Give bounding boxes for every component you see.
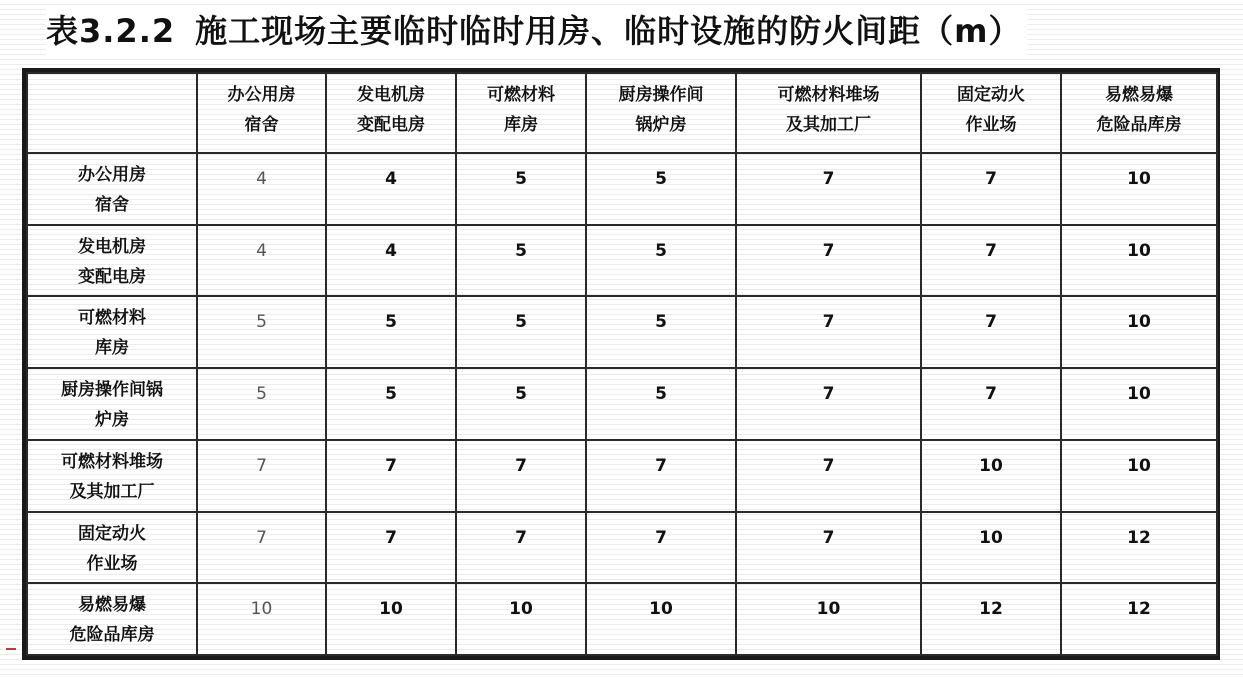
table-row bbox=[27, 296, 1217, 368]
column-header bbox=[1061, 73, 1217, 153]
fire-spacing-table-frame bbox=[22, 68, 1220, 660]
row-header-line: 可燃材料堆场 bbox=[61, 451, 163, 472]
column-header bbox=[456, 73, 586, 153]
column-header-line: 宿舍 bbox=[244, 115, 279, 135]
row-header-line: 变配电房 bbox=[78, 266, 146, 287]
column-header-line: 厨房操作间 bbox=[618, 85, 704, 105]
row-header bbox=[27, 583, 197, 655]
distance-cell: 7 bbox=[326, 512, 456, 584]
slide-marker bbox=[6, 648, 16, 650]
distance-cell: 5 bbox=[326, 296, 456, 368]
distance-cell: 7 bbox=[736, 153, 921, 225]
row-header-line: 可燃材料 bbox=[78, 308, 146, 329]
row-header bbox=[27, 296, 197, 368]
distance-cell: 5 bbox=[586, 153, 736, 225]
row-header bbox=[27, 440, 197, 512]
distance-cell: 12 bbox=[921, 583, 1061, 655]
distance-cell: 12 bbox=[1061, 512, 1217, 584]
column-header bbox=[921, 73, 1061, 153]
column-header-line: 锅炉房 bbox=[635, 115, 687, 135]
column-header-line: 办公用房 bbox=[227, 85, 296, 105]
table-body bbox=[27, 153, 1217, 655]
column-header bbox=[326, 73, 456, 153]
column-header-line: 可燃材料堆场 bbox=[777, 85, 880, 105]
distance-cell: 10 bbox=[921, 440, 1061, 512]
distance-cell: 5 bbox=[456, 296, 586, 368]
column-header-line: 变配电房 bbox=[357, 115, 425, 135]
distance-cell: 7 bbox=[921, 296, 1061, 368]
distance-cell: 7 bbox=[586, 440, 736, 512]
column-header-line: 及其加工厂 bbox=[786, 115, 871, 135]
distance-cell: 10 bbox=[1061, 440, 1217, 512]
distance-cell: 7 bbox=[736, 440, 921, 512]
distance-cell: 4 bbox=[326, 225, 456, 297]
table-row bbox=[27, 440, 1217, 512]
table-title bbox=[46, 6, 1027, 56]
distance-cell: 4 bbox=[197, 225, 326, 297]
distance-cell: 7 bbox=[921, 225, 1061, 297]
fire-spacing-table bbox=[26, 72, 1218, 656]
row-header-line: 作业场 bbox=[86, 553, 138, 574]
distance-cell: 7 bbox=[197, 512, 326, 584]
table-number: 表3.2.2 bbox=[46, 12, 176, 50]
distance-cell: 7 bbox=[456, 512, 586, 584]
distance-cell: 10 bbox=[736, 583, 921, 655]
row-header-line: 宿舍 bbox=[95, 195, 129, 215]
distance-cell: 7 bbox=[921, 368, 1061, 440]
distance-cell: 5 bbox=[586, 368, 736, 440]
table-row bbox=[27, 583, 1217, 655]
distance-cell: 7 bbox=[197, 440, 326, 512]
distance-cell: 4 bbox=[197, 153, 326, 225]
row-header-line: 炉房 bbox=[95, 410, 129, 431]
distance-cell: 7 bbox=[921, 153, 1061, 225]
table-row bbox=[27, 368, 1217, 440]
distance-cell: 10 bbox=[586, 583, 736, 655]
column-header-line: 发电机房 bbox=[357, 85, 425, 105]
distance-cell: 10 bbox=[1061, 153, 1217, 225]
table-row bbox=[27, 512, 1217, 584]
distance-cell: 7 bbox=[736, 512, 921, 584]
distance-cell: 7 bbox=[586, 512, 736, 584]
distance-cell: 10 bbox=[1061, 368, 1217, 440]
column-header bbox=[736, 73, 921, 153]
column-header-line: 库房 bbox=[504, 115, 538, 135]
distance-cell: 10 bbox=[456, 583, 586, 655]
row-header bbox=[27, 512, 197, 584]
distance-cell: 5 bbox=[456, 368, 586, 440]
column-header-line: 固定动火 bbox=[957, 85, 1025, 105]
distance-cell: 5 bbox=[326, 368, 456, 440]
row-header bbox=[27, 225, 197, 297]
row-header-line: 危险品库房 bbox=[69, 625, 155, 646]
row-header-line: 发电机房 bbox=[78, 236, 146, 257]
distance-cell: 10 bbox=[921, 512, 1061, 584]
table-caption: 施工现场主要临时临时用房、临时设施的防火间距（m） bbox=[195, 12, 1022, 50]
distance-cell: 12 bbox=[1061, 583, 1217, 655]
column-header-line: 作业场 bbox=[965, 115, 1017, 135]
row-header-line: 固定动火 bbox=[78, 523, 146, 544]
distance-cell: 5 bbox=[456, 153, 586, 225]
row-header bbox=[27, 368, 197, 440]
distance-cell: 5 bbox=[586, 225, 736, 297]
row-header-line: 易燃易爆 bbox=[78, 595, 146, 616]
column-header-line: 可燃材料 bbox=[487, 85, 555, 105]
distance-cell: 10 bbox=[326, 583, 456, 655]
row-header-line: 库房 bbox=[95, 338, 129, 359]
distance-cell: 7 bbox=[736, 225, 921, 297]
corner-cell bbox=[27, 73, 197, 153]
distance-cell: 7 bbox=[736, 296, 921, 368]
row-header-line: 厨房操作间锅 bbox=[61, 380, 163, 401]
table-row bbox=[27, 153, 1217, 225]
column-header bbox=[197, 73, 326, 153]
distance-cell: 5 bbox=[456, 225, 586, 297]
distance-cell: 5 bbox=[586, 296, 736, 368]
distance-cell: 4 bbox=[326, 153, 456, 225]
distance-cell: 7 bbox=[456, 440, 586, 512]
column-header-line: 易燃易爆 bbox=[1105, 85, 1173, 105]
row-header-line: 办公用房 bbox=[78, 165, 146, 185]
distance-cell: 5 bbox=[197, 368, 326, 440]
distance-cell: 10 bbox=[1061, 225, 1217, 297]
column-header-line: 危险品库房 bbox=[1096, 115, 1182, 135]
distance-cell: 10 bbox=[1061, 296, 1217, 368]
distance-cell: 5 bbox=[197, 296, 326, 368]
distance-cell: 7 bbox=[736, 368, 921, 440]
row-header bbox=[27, 153, 197, 225]
distance-cell: 10 bbox=[197, 583, 326, 655]
header-row bbox=[27, 73, 1217, 153]
column-header bbox=[586, 73, 736, 153]
table-row bbox=[27, 225, 1217, 297]
distance-cell: 7 bbox=[326, 440, 456, 512]
row-header-line: 及其加工厂 bbox=[69, 481, 155, 502]
